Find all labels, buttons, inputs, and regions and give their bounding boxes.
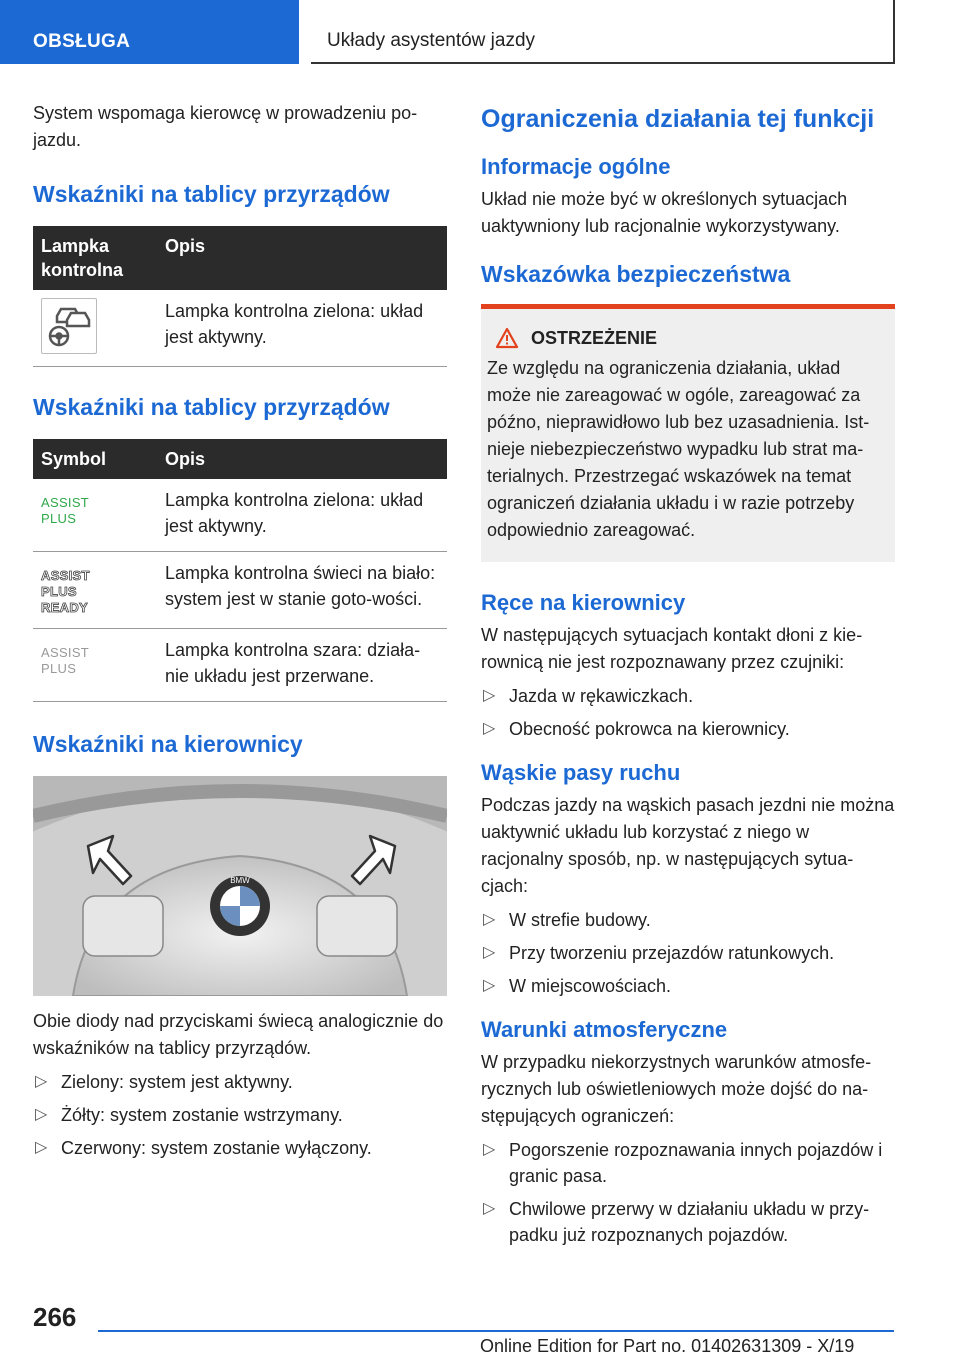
symbol-line: ASSIST [41, 645, 90, 660]
table-header-symbol: Symbol [33, 439, 157, 479]
hands-bullet-list [481, 683, 895, 742]
list-item [481, 1137, 895, 1189]
edition-text: Online Edition for Part no. 01402631309 - X/19 [480, 1336, 855, 1356]
list-item [33, 1102, 447, 1128]
wheel-text: Obie diody nad przyciskami świecą analogicznie do wskaźników na tablicy przyrządów. [33, 1011, 444, 1058]
list-item [481, 973, 895, 999]
bullet-triangle-icon: ▷ [483, 944, 496, 961]
list-item [481, 683, 895, 709]
table-row [33, 629, 447, 702]
list-item-text: Obecność pokrowca na kierownicy. [509, 719, 790, 739]
bullet-triangle-icon: ▷ [483, 1141, 496, 1158]
symbol-line: PLUS [41, 661, 77, 676]
heading-limits: Ograniczenia działania tej funkcji [481, 105, 875, 133]
page-number: 266 [33, 1302, 77, 1332]
lamp-desc: Lampka kontrolna zielona: układ jest aktywny. [157, 290, 447, 367]
table-row [33, 552, 447, 629]
assist-plus-green-icon [41, 495, 149, 527]
list-item [481, 940, 895, 966]
list-item-text: Żółty: system zostanie wstrzymany. [61, 1105, 343, 1125]
list-item-text: Zielony: system jest aktywny. [61, 1072, 293, 1092]
table-row [33, 290, 447, 367]
heading-dashboard-2: Wskaźniki na tablicy przyrządów [33, 394, 390, 420]
hands-text: W następujących sytuacjach kontakt dłoni z kie-rownicą nie jest rozpoznawany przez czujniki: [481, 625, 863, 672]
list-item-text: W strefie budowy. [509, 910, 651, 930]
indicator-table-1 [33, 226, 447, 367]
table-row [33, 479, 447, 552]
left-column [33, 100, 447, 1161]
bullet-triangle-icon: ▷ [483, 720, 496, 737]
bullet-triangle-icon: ▷ [35, 1073, 48, 1090]
symbol-desc: Lampka kontrolna zielona: układ jest aktywny. [157, 479, 447, 552]
footer-rule [98, 1330, 894, 1332]
heading-weather: Warunki atmosferyczne [481, 1017, 728, 1042]
heading-lanes: Wąskie pasy ruchu [481, 760, 681, 785]
symbol-line: ASSIST [41, 568, 90, 583]
heading-safety: Wskazówka bezpieczeństwa [481, 261, 791, 287]
table-header-desc: Opis [157, 226, 447, 290]
weather-text: W przypadku niekorzystnych warunków atmosfe-rycznych lub oświetleniowych może dojść do na-stępujących ograniczeń: [481, 1052, 872, 1126]
warning-title: OSTRZEŻENIE [531, 327, 658, 348]
list-item-text: Jazda w rękawiczkach. [509, 686, 694, 706]
heading-steering-wheel: Wskaźniki na kierownicy [33, 731, 303, 757]
steering-wheel-image [33, 776, 447, 996]
bmw-logo-icon [210, 876, 270, 936]
bullet-triangle-icon: ▷ [483, 911, 496, 928]
wheel-logo-text: BMW [230, 876, 250, 885]
list-item [481, 907, 895, 933]
header-chapter-label: Układy asystentów jazdy [327, 30, 536, 51]
bullet-triangle-icon: ▷ [35, 1106, 48, 1123]
lanes-text: Podczas jazdy na wąskich pasach jezdni nie można uaktywnić układu lub korzystać z niego w racjonalny sposób, np. w następujących sytua-cjach: [481, 795, 895, 896]
led-bullet-list [33, 1069, 447, 1161]
bullet-triangle-icon: ▷ [35, 1139, 48, 1156]
header-section-tab [0, 0, 299, 64]
assist-plus-ready-white-icon [41, 568, 149, 616]
heading-general: Informacje ogólne [481, 154, 671, 179]
heading-dashboard-1: Wskaźniki na tablicy przyrządów [33, 181, 390, 207]
table-header-desc: Opis [157, 439, 447, 479]
symbol-cell [33, 552, 157, 629]
symbol-line: PLUS [41, 511, 77, 526]
list-item [33, 1135, 447, 1161]
weather-bullet-list [481, 1137, 895, 1248]
symbol-cell [33, 629, 157, 702]
heading-hands: Ręce na kierownicy [481, 590, 686, 615]
general-text: Układ nie może być w określonych sytuacjach uaktywniony lub racjonalnie wykorzystywany. [481, 189, 848, 236]
table-header-row [33, 226, 447, 290]
intro-text: System wspomaga kierowcę w prowadzeniu po-jazdu. [33, 103, 418, 150]
symbol-line: ASSIST [41, 495, 90, 510]
list-item-text: Chwilowe przerwy w działaniu układu w przy-padku już rozpoznanych pojazdów. [509, 1199, 870, 1245]
header-section-label: OBSŁUGA [33, 31, 131, 52]
list-item-text: Przy tworzeniu przejazdów ratunkowych. [509, 943, 835, 963]
indicator-table-2 [33, 439, 447, 702]
header-chapter-box [311, 0, 895, 64]
warning-text: Ze względu na ograniczenia działania, układ może nie zareagować w ogóle, zareagować za późno, nieprawidłowo lub bez uzasadnienia. Ist-nieje niebezpieczeństwo wypadku lub strat ma-terialnych. Przestrzegać wskazówek na temat ograniczeń działania układu i w razie potrzeby odpowiednio zareagować. [487, 358, 870, 540]
assist-plus-grey-icon [41, 645, 149, 677]
symbol-cell [33, 479, 157, 552]
list-item [481, 716, 895, 742]
symbol-line: PLUS [41, 584, 77, 599]
list-item [33, 1069, 447, 1095]
table-header-row [33, 439, 447, 479]
symbol-desc: Lampka kontrolna szara: działa-nie układu jest przerwane. [157, 629, 447, 702]
table-header-lamp: Lampka kontrolna [33, 226, 157, 290]
right-column [481, 100, 895, 1248]
bullet-triangle-icon: ▷ [483, 1200, 496, 1217]
warning-title-row [487, 327, 889, 349]
warning-triangle-icon [495, 327, 519, 349]
lanes-bullet-list [481, 907, 895, 999]
list-item [481, 1196, 895, 1248]
bullet-triangle-icon: ▷ [483, 687, 496, 704]
symbol-line: READY [41, 600, 89, 615]
lamp-cell [33, 290, 157, 367]
list-item-text: W miejscowościach. [509, 976, 672, 996]
list-item-text: Czerwony: system zostanie wyłączony. [61, 1138, 372, 1158]
list-item-text: Pogorszenie rozpoznawania innych pojazdów i granic pasa. [509, 1140, 883, 1186]
warning-box [481, 304, 895, 562]
symbol-desc: Lampka kontrolna świeci na biało: system jest w stanie goto-wości. [157, 552, 447, 629]
steering-assist-lamp-icon [41, 298, 97, 354]
bullet-triangle-icon: ▷ [483, 977, 496, 994]
